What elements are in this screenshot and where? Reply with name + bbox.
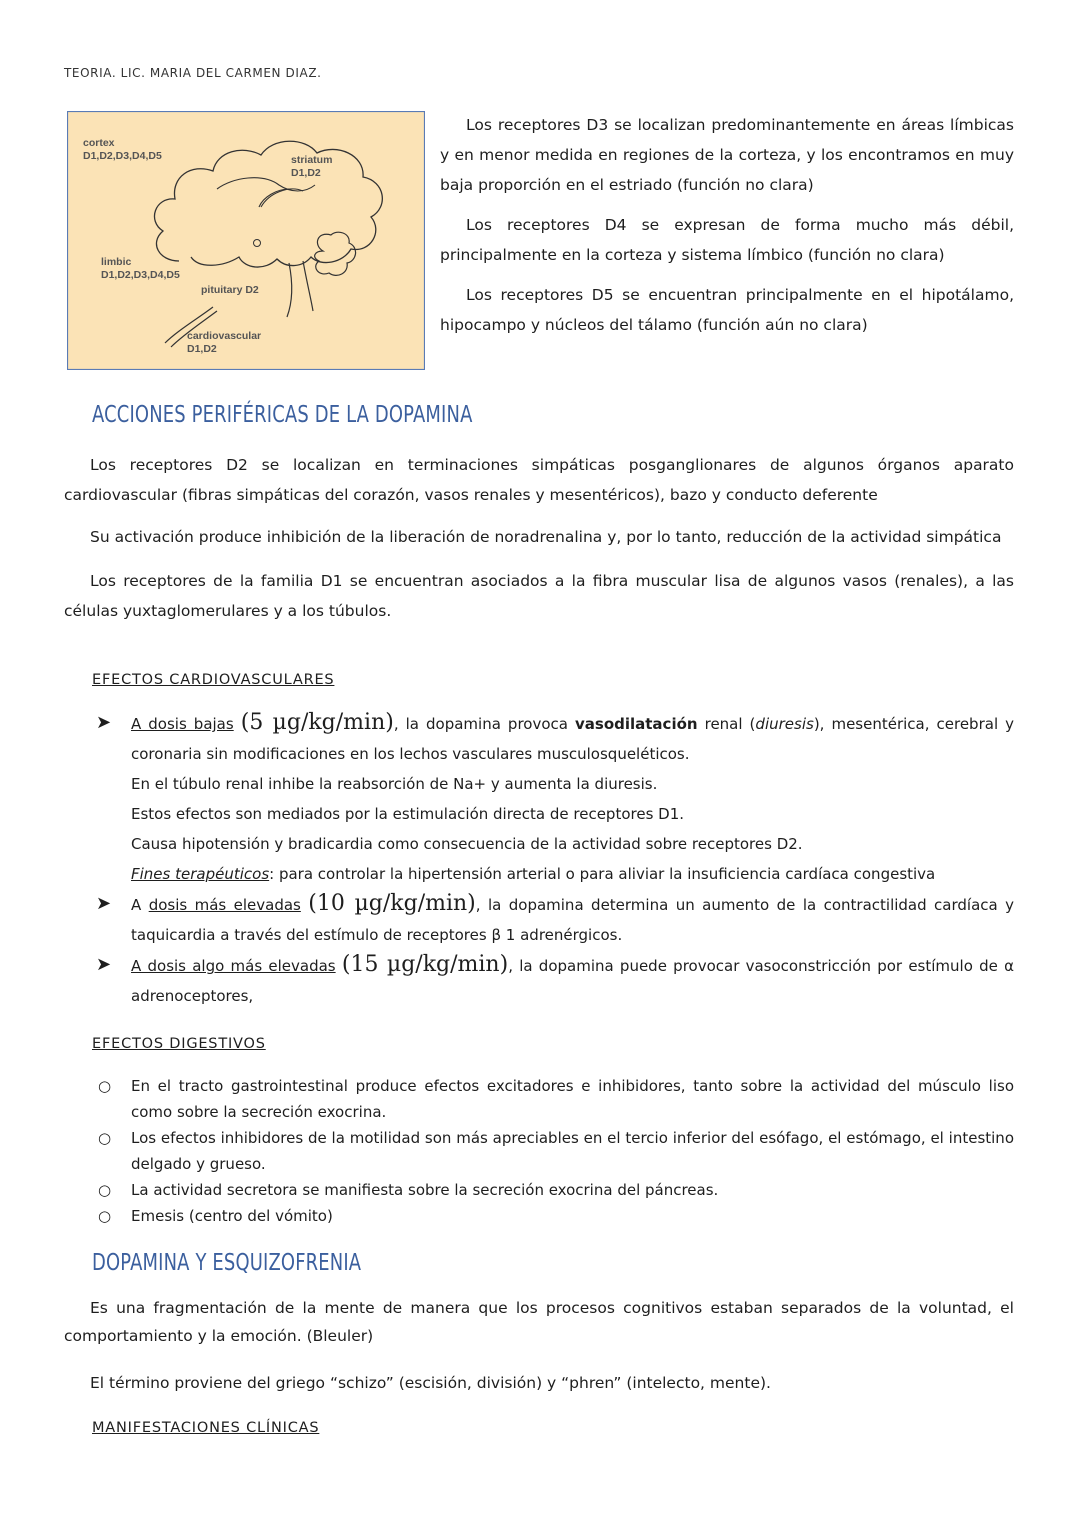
receptor-intro — [440, 110, 1014, 350]
cardiovascular-receptors: D1,D2 — [187, 343, 217, 355]
cardiovascular-label: cardiovascular — [187, 330, 262, 342]
limbic-receptors: D1,D2,D3,D4,D5 — [101, 269, 180, 281]
arrow-bullet-icon: ➤ — [96, 893, 112, 914]
peripheral-p3: Los receptores de la familia D1 se encuentran asociados a la fibra muscular lisa de algunos vasos (renales), a las células yuxtaglomerulares y a los túbulos. — [64, 572, 1014, 620]
digestive-list — [96, 1073, 1014, 1229]
cardio-item-highest-dose: ➤ A dosis algo más elevadas (15 µg/kg/min), la dopamina puede provocar vasoconstricción por estímulo de α adrenoceptores, — [96, 952, 1014, 1005]
cortex-label: cortex — [83, 137, 115, 149]
brain-diagram — [67, 111, 425, 370]
diuresis-term: diuresis — [755, 715, 814, 733]
peripheral-p2: Su activación produce inhibición de la liberación de noradrenalina y, por lo tanto, reducción de la actividad simpática — [90, 528, 1002, 546]
digestive-heading: EFECTOS DIGESTIVOS — [92, 1036, 266, 1052]
d3-paragraph: Los receptores D3 se localizan predominantemente en áreas límbicas y en menor medida en regiones de la corteza, y los encontramos en muy baja proporción en el estriado (función no clara) — [440, 116, 1014, 194]
circle-bullet-icon: ○ — [98, 1129, 112, 1147]
low-dose-line-5: Fines terapéuticos: para controlar la hipertensión arterial o para aliviar la insuficiencia cardíaca congestiva — [131, 865, 936, 883]
digestive-item: ○ Los efectos inhibidores de la motilidad son más apreciables en el tercio inferior del esófago, el estómago, el intestino delgado y grueso. — [96, 1125, 1014, 1177]
arrow-bullet-icon: ➤ — [96, 712, 112, 733]
cortex-receptors: D1,D2,D3,D4,D5 — [83, 150, 162, 162]
peripheral-p1: Los receptores D2 se localizan en terminaciones simpáticas posganglionares de algunos órganos aparato cardiovascular (fibras simpáticas del corazón, vasos renales y mesentéricos), bazo y conducto deferente — [64, 456, 1014, 504]
schizophrenia-p1: Es una fragmentación de la mente de manera que los procesos cognitivos estaban separados de la voluntad, el comportamiento y la emoción. (Bleuler) — [64, 1299, 1014, 1345]
peripheral-section — [64, 450, 1014, 636]
highest-dose-value: (15 µg/kg/min) — [341, 952, 509, 977]
document-header: TEORIA. LIC. MARIA DEL CARMEN DIAZ. — [64, 66, 322, 80]
schizophrenia-p2: El término proviene del griego “schizo” (escisión, división) y “phren” (intelecto, mente). — [90, 1374, 771, 1392]
low-dose-line-2: En el túbulo renal inhibe la reabsorción de Na+ y aumenta la diuresis. — [131, 775, 658, 793]
cardio-list — [96, 708, 1014, 1011]
limbic-label: limbic — [101, 256, 132, 268]
digestive-item: ○ En el tracto gastrointestinal produce efectos excitadores e inhibidores, tanto sobre la actividad del músculo liso como sobre la secreción exocrina. — [96, 1073, 1014, 1125]
higher-dose-label: dosis más elevadas — [148, 896, 301, 914]
highest-dose-label: A dosis algo más elevadas — [131, 957, 336, 975]
vasodilatation-term: vasodilatación — [574, 715, 698, 733]
striatum-receptors: D1,D2 — [291, 167, 321, 179]
low-dose-label: A dosis bajas — [131, 715, 234, 733]
low-dose-value: (5 µg/kg/min) — [240, 710, 394, 735]
pituitary-label: pituitary D2 — [201, 284, 259, 296]
low-dose-line-4: Causa hipotensión y bradicardia como consecuencia de la actividad sobre receptores D2. — [131, 835, 803, 853]
clinical-manifestations-heading: MANIFESTACIONES CLÍNICAS — [92, 1420, 320, 1436]
therapeutic-label: Fines terapéuticos — [131, 865, 270, 883]
circle-bullet-icon: ○ — [98, 1181, 112, 1199]
digestive-item: ○ La actividad secretora se manifiesta sobre la secreción exocrina del páncreas. — [96, 1177, 1014, 1203]
brain-dopamine-receptor-figure — [67, 111, 425, 370]
higher-dose-value: (10 µg/kg/min) — [308, 891, 476, 916]
striatum-label: striatum — [291, 154, 333, 166]
schizophrenia-heading: DOPAMINA Y ESQUIZOFRENIA — [92, 1250, 362, 1276]
schizophrenia-section — [64, 1294, 1014, 1408]
arrow-bullet-icon: ➤ — [96, 954, 112, 975]
digestive-item: ○ Emesis (centro del vómito) — [96, 1203, 1014, 1229]
cardio-item-higher-dose: ➤ A dosis más elevadas (10 µg/kg/min), la dopamina determina un aumento de la contractilidad cardíaca y taquicardia a través del estímulo de receptores β 1 adrenérgicos. — [96, 891, 1015, 944]
cardio-item-low-dose: ➤ A dosis bajas (5 µg/kg/min), la dopamina provoca vasodilatación renal (diuresis), mesentérica, cerebral y coronaria sin modificaciones en los lechos vasculares musculosqueléticos. En el túbulo renal inhibe la reabsorción de Na+ y aumenta la diuresis. Estos efectos son mediados por la estimulación directa de receptores D1. Causa hipotensión y bradicardia como consecuencia de la actividad sobre receptores D2. Fines terapéuticos: para controlar la hipertensión arterial o para aliviar la insuficiencia cardíaca congestiva — [96, 708, 1014, 889]
peripheral-heading: ACCIONES PERIFÉRICAS DE LA DOPAMINA — [92, 402, 473, 428]
circle-bullet-icon: ○ — [98, 1077, 112, 1095]
d5-paragraph: Los receptores D5 se encuentran principalmente en el hipotálamo, hipocampo y núcleos del tálamo (función aún no clara) — [440, 286, 1014, 334]
cardio-heading: EFECTOS CARDIOVASCULARES — [92, 672, 335, 688]
low-dose-line-3: Estos efectos son mediados por la estimulación directa de receptores D1. — [131, 805, 685, 823]
d4-paragraph: Los receptores D4 se expresan de forma mucho más débil, principalmente en la corteza y sistema límbico (función no clara) — [440, 216, 1014, 264]
circle-bullet-icon: ○ — [98, 1207, 112, 1225]
